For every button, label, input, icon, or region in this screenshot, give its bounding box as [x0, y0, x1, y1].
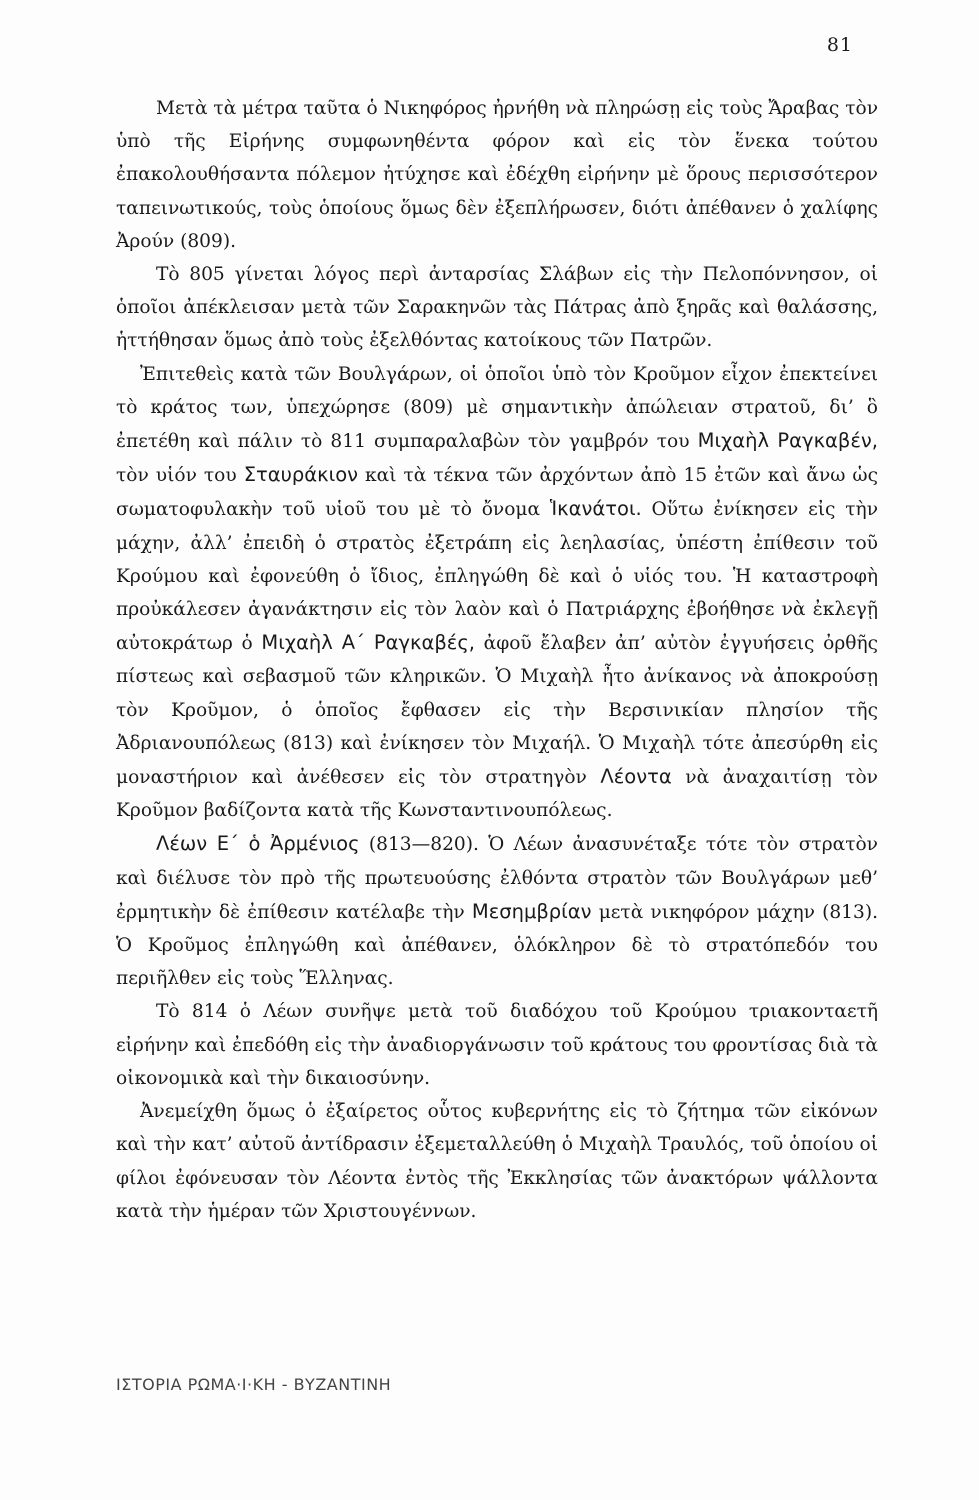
page-number: 81 — [826, 34, 853, 56]
name-michael-i: Μιχαὴλ Α΄ Ραγκαβές, — [261, 631, 475, 655]
paragraph-text: τὸν υἱόν του — [116, 465, 244, 487]
paragraph-text: καὶ τὰ τέκνα τῶν ἀρχόντων ἀπὸ 15 ἐτῶν καὶ ἄνω ὡς σωματοφυλακὴν τοῦ υἱοῦ του μὲ τὸ ὄνομα — [116, 465, 878, 521]
paragraph-4 — [116, 827, 878, 995]
paragraph-text: μετὰ νικηφόρον μάχην (813). Ὁ Κροῦμος ἐπληγώθη καὶ ἀπέθανεν, ὁλόκληρον δὲ τὸ στρατόπεδόν του περιῆλθεν εἰς τοὺς Ἕλληνας. — [116, 901, 878, 990]
term-ikanatoi: Ἱκανάτοι. — [549, 497, 642, 521]
paragraph-text: ἀφοῦ ἔλαβεν ἀπ’ αὐτὸν ἐγγυήσεις ὀρθῆς πίστεως καὶ σεβασμοῦ τῶν κληρικῶν. Ὁ Μιχαὴλ ἦτο ἀνίκανος νὰ ἀποκρούσῃ τὸν Κροῦμον, ὁ ὁποῖος ἔφθασεν εἰς τὴν Βερσινικίαν πλησίον τῆς Ἀδριανουπόλεως (813) καὶ ἐνίκησεν τὸν Μιχαήλ. Ὁ Μιχαὴλ τότε ἀπεσύρθη εἰς μοναστήριον καὶ ἀνέθεσεν εἰς τὸν στρατηγὸν — [116, 633, 879, 789]
paragraph-1 — [116, 92, 878, 258]
paragraph-3 — [116, 358, 878, 828]
paragraph-text: (813—820). Ὁ Λέων ἀνασυνέταξε τότε τὸν στρατὸν καὶ διέλυσε τὸν πρὸ τῆς πρωτευούσης ἐλθόντα στρατὸν τῶν Βουλγάρων μεθ’ ἐρμητικὴν δὲ ἐπίθεσιν κατέλαβε τὴν — [116, 834, 878, 923]
paragraph-text: Οὕτω ἐνίκησεν εἰς τὴν μάχην, ἀλλ’ ἐπειδὴ ὁ στρατὸς ἐξετράπη εἰς λεηλασίας, ὑπέστη ἐπίθεσιν τοῦ Κρούμου καὶ ἐφονεύθη ὁ ἴδιος, ἐπληγώθη δὲ καὶ ὁ υἱός του. Ἡ καταστροφὴ προὐκάλεσεν ἀγανάκτησιν εἰς τὸν λαὸν καὶ ὁ Πατριάρχης ἐβοήθησε νὰ ἐκλεγῇ αὐτοκράτωρ ὁ — [116, 499, 878, 655]
paragraph-2 — [116, 258, 878, 358]
paragraph-text: Ἀνεμείχθη ὅμως ὁ ἐξαίρετος οὗτος κυβερνήτης εἰς τὸ ζήτημα τῶν εἰκόνων καὶ τὴν κατ’ αὐτοῦ ἀντίδρασιν ἐξεμεταλλεύθη ὁ Μιχαὴλ Τραυλός, τοῦ ὁποίου οἱ φίλοι ἐφόνευσαν τὸν Λέοντα ἐντὸς τῆς Ἐκκλησίας τῶν ἀνακτόρων ψάλλοντα κατὰ τὴν ἡμέραν τῶν Χριστουγέννων. — [116, 1101, 878, 1222]
paragraph-5 — [116, 995, 878, 1095]
name-leo: Λέοντα — [600, 765, 672, 789]
place-mesembria: Μεσημβρίαν — [471, 899, 592, 923]
body-text — [116, 92, 878, 1228]
paragraph-text: Μετὰ τὰ μέτρα ταῦτα ὁ Νικηφόρος ἠρνήθη νὰ πληρώσῃ εἰς τοὺς Ἄραβας τὸν ὑπὸ τῆς Εἰρήνης συμφωνηθέντα φόρον καὶ εἰς τὸν ἕνεκα τούτου ἐπακολουθήσαντα πόλεμον ἠτύχησε καὶ ἐδέχθη εἰρήνην μὲ ὅρους περισσότερον ταπεινωτικούς, τοὺς ὁποίους ὅμως δὲν ἐξεπλήρωσεν, διότι ἀπέθανεν ὁ χαλίφης Ἀρούν (809). — [116, 98, 878, 252]
page-footer: ΙΣΤΟΡΙΑ ΡΩΜΑ·Ι·ΚΗ - ΒΥΖΑΝΤΙΝΗ — [116, 1375, 392, 1394]
heading-leo-v: Λέων Ε΄ ὁ Ἀρμένιος — [156, 832, 360, 856]
paragraph-6 — [116, 1095, 878, 1228]
name-stavrakios: Σταυράκιον — [243, 463, 359, 487]
paragraph-text: Τὸ 814 ὁ Λέων συνῆψε μετὰ τοῦ διαδόχου τοῦ Κρούμου τριακονταετῆ εἰρήνην καὶ ἐπεδόθη εἰς τὴν ἀναδιοργάνωσιν τοῦ κράτους του φροντίσας διὰ τὰ οἰκονομικὰ καὶ τὴν δικαιοσύνην. — [116, 1001, 878, 1089]
paragraph-text: νὰ ἀναχαιτίσῃ τὸν Κροῦμον βαδίζοντα κατὰ τῆς Κωνσταντινουπόλεως. — [116, 767, 878, 822]
name-michael-rangabe: Μιχαὴλ Ραγκαβέν, — [697, 429, 878, 453]
paragraph-text: Ἐπιτεθεὶς κατὰ τῶν Βουλγάρων, οἱ ὁποῖοι ὑπὸ τὸν Κροῦμον εἶχον ἐπεκτείνει τὸ κράτος των, ὑπεχώρησε (809) μὲ σημαντικὴν ἀπώλειαν στρατοῦ, δι’ ὃ ἐπετέθη καὶ πάλιν τὸ 811 συμπαραλαβὼν τὸν γαμβρόν του — [116, 363, 878, 453]
paragraph-text: Τὸ 805 γίνεται λόγος περὶ ἀνταρσίας Σλάβων εἰς τὴν Πελοπόννησον, οἱ ὁποῖοι ἀπέκλεισαν μετὰ τῶν Σαρακηνῶν τὰς Πάτρας ἀπὸ ξηρᾶς καὶ θαλάσσης, ἡττήθησαν ὅμως ἀπὸ τοὺς ἐξελθόντας κατοίκους τῶν Πατρῶν. — [116, 264, 878, 352]
